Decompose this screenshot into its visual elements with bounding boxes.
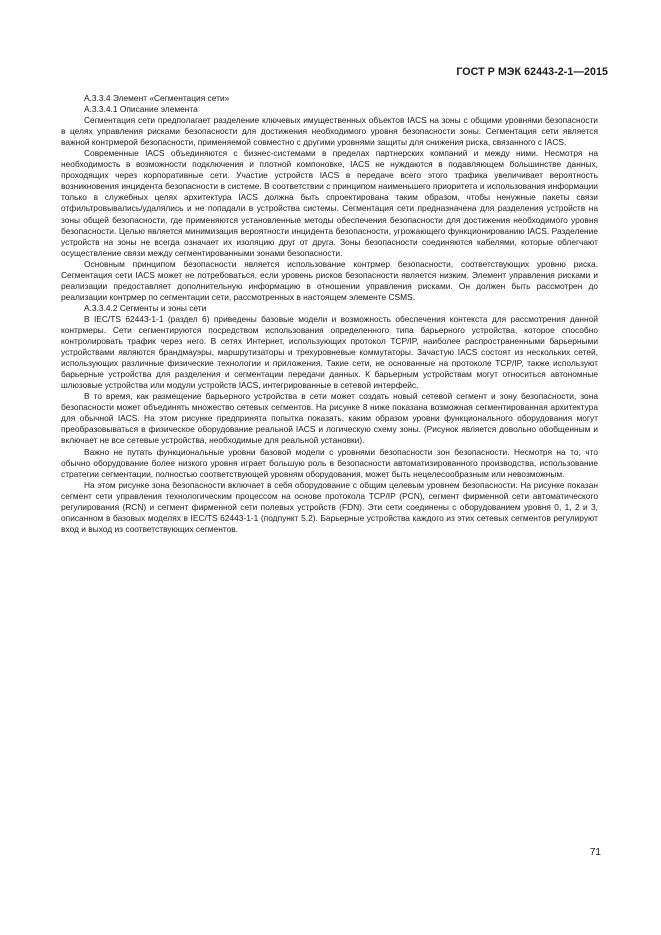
paragraph: Основным принципом безопасности является использование контрмер безопасности, соответствующих уровню риска. Сегментация сети IACS может не потребоваться, если уровень рисков безопасности является низким. Элемент управления рисками и реализации предоставляет дополнительную информацию в отношении управления рисками. Он должен быть рассмотрен до реализации контрмер по сегментации сети, рассмотренных в настоящем элементе CSMS. <box>61 258 598 302</box>
paragraph: В то время, как размещение барьерного устройства в сети может создать новый сетевой сегмент и зону безопасности, зона безопасности может объединять множество сетевых сегментов. На рисунке 8 ниже показана возможная сегментированная архитектура для обычной IACS. На этом рисунке предпринята попытка показать, каким образом уровни функционального оборудования могут преобразовываться в физическое оборудование реальной IACS и логическую схему зоны. (Рисунок является довольно обобщенным и включает не все сетевые устройства, необходимые для реальной установки). <box>61 391 598 446</box>
subsection-heading: А.3.3.4.2 Сегменты и зоны сети <box>84 302 207 313</box>
page-number: 71 <box>589 847 601 858</box>
paragraph: Сегментация сети предполагает разделение ключевых имущественных объектов IACS на зоны с общими уровнями безопасности в целях управления рисками безопасности для достижения необходимого уровня безопасности зоны. Сегментация сети является важной контрмерой безопасности, применяемой совместно с другими уровнями защиты для снижения риска, связанного с IACS. <box>61 115 598 148</box>
paragraph: Важно не путать функциональные уровни базовой модели с уровнями безопасности зон безопасности. Несмотря на то, что обычно оборудование более низкого уровня играет большую роль в безопасности автоматизированного производства, использование стратегии сегментации, полностью соответствующей уровням оборудования, может быть нецелесообразным или невозможным. <box>61 446 598 479</box>
document-header: ГОСТ Р МЭК 62443-2-1—2015 <box>456 66 608 78</box>
subsection-heading: А.3.3.4.1 Описание элемента <box>84 104 198 115</box>
document-body <box>61 93 598 535</box>
section-heading: А.3.3.4 Элемент «Сегментация сети» <box>84 93 230 103</box>
paragraph: На этом рисунке зона безопасности включает в себя оборудование с общим целевым уровнем безопасности. На рисунке показан сегмент сети управления технологическим процессом на основе протокола TCP/IP (PCN), сегмент фирменной сети автоматического регулирования (RCN) и сегмент фирменной сети полевых устройств (FDN). Эти сети соединены с оборудованием уровня 0, 1, 2 и 3, описанном в базовых моделях в IEC/TS 62443-1-1 (подпункт 5.2). Барьерные устройства каждого из этих сетевых сегментов регулируют вход и выход из соответствующих сегментов. <box>61 479 598 534</box>
paragraph: Современные IACS объединяются с бизнес-системами в пределах партнерских компаний и между ними. Несмотря на необходимость в возможности подключения и плотной компоновке, IACS не нуждаются в подавляющем большинстве данных, проходящих через корпоративные сети. Участие устройств IACS в передаче всего этого трафика увеличивает вероятность возникновения инцидента безопасности в системе. В соответствии с принципом наименьшего приоритета и использования информации только в служебных целях архитектура IACS должна быть спроектирована таким образом, чтобы ненужные пакеты связи отфильтровывались/удалялись и не попадали в устройства системы. Сегментация сети предназначена для разделения устройств на зоны общей безопасности, где применяются установленные методы обеспечения безопасности для достижения необходимого уровня безопасности. Целью является минимизация вероятности инцидента безопасности, угрожающего функционированию IACS. Разделение устройств на зоны не всегда означает их изоляцию друг от друга. Зоны безопасности соединяются кабелями, которые облегчают осуществление связи между сегментированными зонами безопасности. <box>61 148 598 258</box>
paragraph: В IEC/TS 62443-1-1 (раздел 6) приведены базовые модели и возможность обеспечения контекста для рассмотрения данной контрмеры. Сети сегментируются посредством использования определенного типа барьерного устройства, которое способно контролировать трафик через него. В сетях Интернет, использующих протокол TCP/IP, наиболее распространенными барьерными устройствами являются брандмауэры, маршрутизаторы и трехуровневые коммутаторы. Зачастую IACS состоят из нескольких сетей, использующих различные физические технологии и приложения. Такие сети, не основанные на протоколе TCP/IP, также используют барьерные устройства для разделения и сегментации передачи данных. К барьерным устройствам могут относиться автономные шлюзовые устройства или модули устройств IACS, интегрированные в сетевой интерфейс. <box>61 313 598 391</box>
